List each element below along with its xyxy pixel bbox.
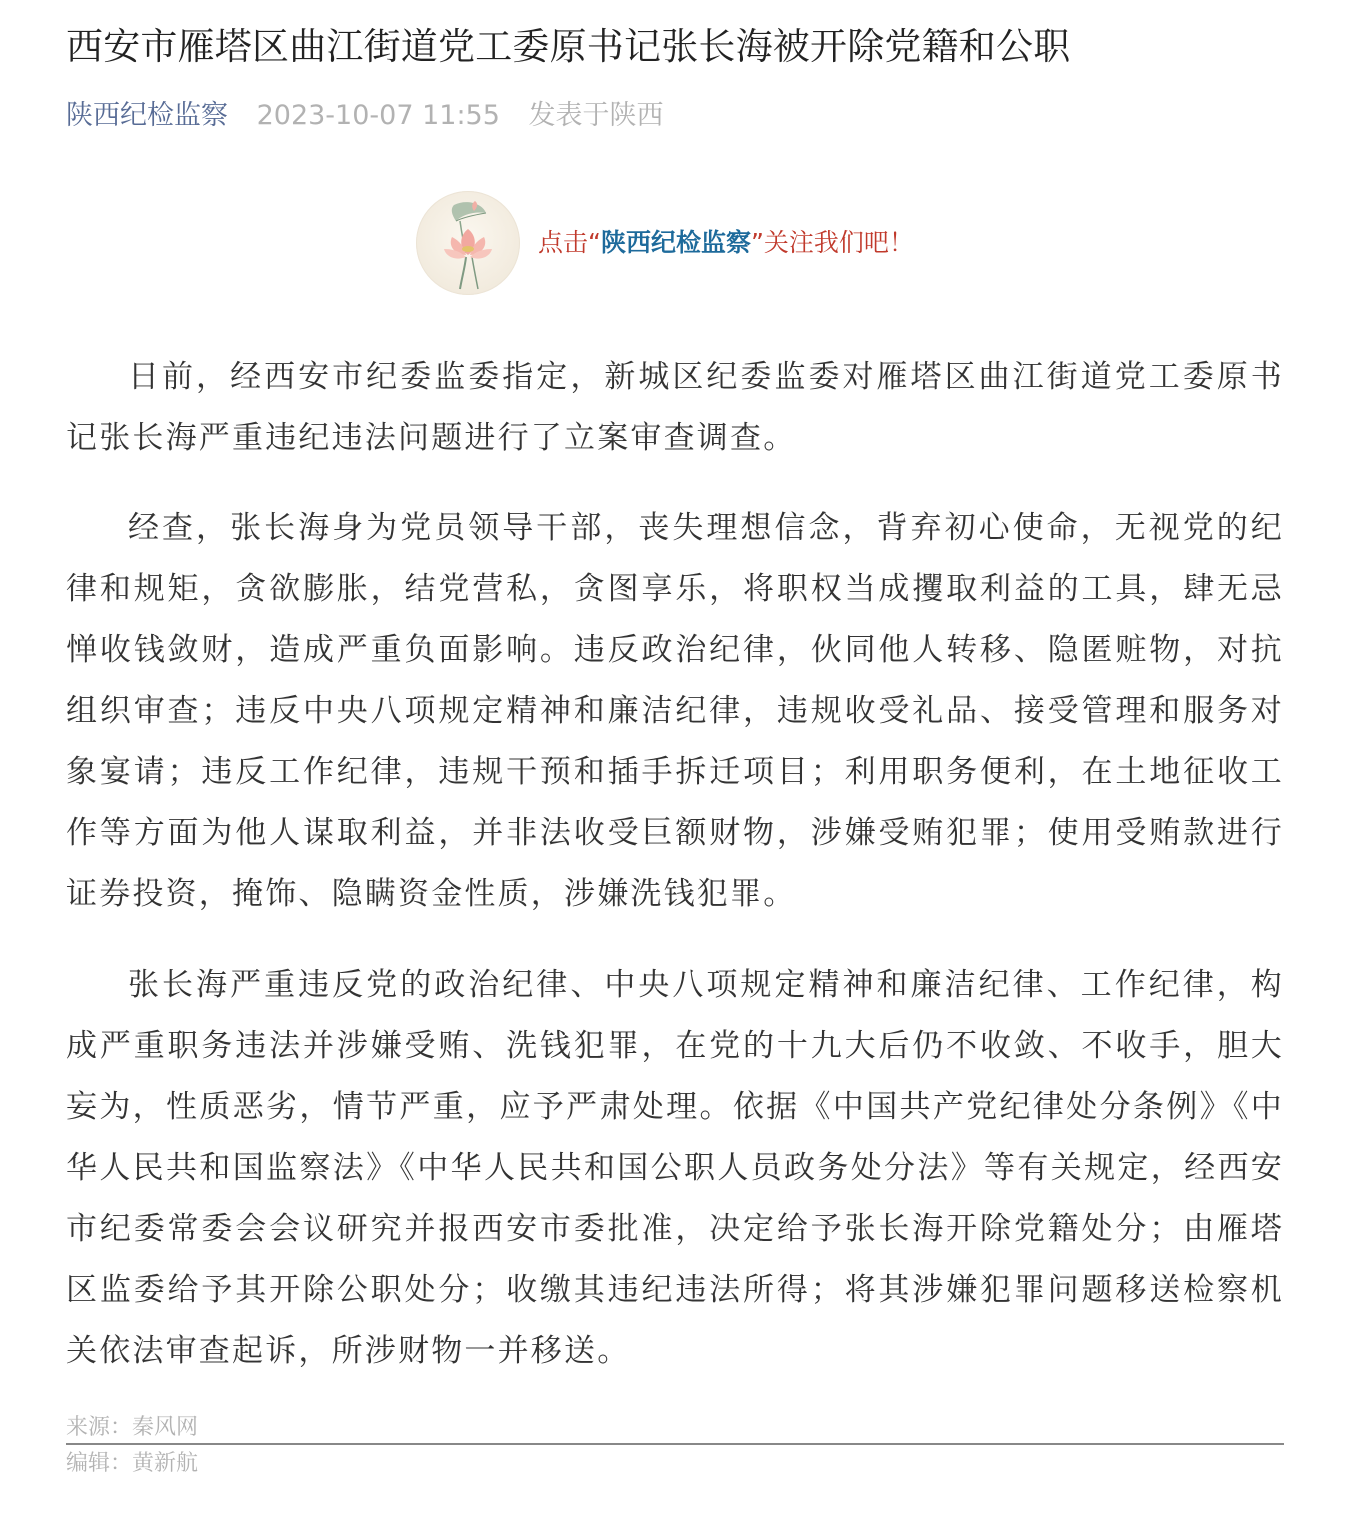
source-credit: 来源：秦风网 xyxy=(66,1415,199,1440)
article-paragraph: 日前，经西安市纪委监委指定，新城区纪委监委对雁塔区曲江街道党工委原书记张长海严重违纪违法问题进行了立案审查调查。 xyxy=(66,359,1284,456)
account-name-link[interactable]: 陕西纪检监察 xyxy=(66,100,228,131)
lotus-icon[interactable] xyxy=(416,191,520,295)
publish-location: 发表于陕西 xyxy=(528,100,664,131)
editor-credit: 编辑：黄新航 xyxy=(66,1451,199,1476)
footer-divider xyxy=(66,1443,1284,1445)
follow-account-name[interactable]: 陕西纪检监察 xyxy=(600,228,751,257)
follow-suffix: ”关注我们吧！ xyxy=(750,228,914,257)
follow-banner[interactable] xyxy=(416,190,914,296)
article-title: 西安市雁塔区曲江街道党工委原书记张长海被开除党籍和公职 xyxy=(66,25,1071,68)
article-paragraph: 张长海严重违反党的政治纪律、中央八项规定精神和廉洁纪律、工作纪律，构成严重职务违法并涉嫌受贿、洗钱犯罪，在党的十九大后仍不收敛、不收手，胆大妄为，性质恶劣，情节严重，应予严肃处理。依据《中国共产党纪律处分条例》《中华人民共和国监察法》《中华人民共和国公职人员政务处分法》等有关规定，经西安市纪委常委会会议研究并报西安市委批准，决定给予张长海开除党籍处分；由雁塔区监委给予其开除公职处分；收缴其违纪违法所得；将其涉嫌犯罪问题移送检察机关依法审查起诉，所涉财物一并移送。 xyxy=(66,967,1284,1369)
article-meta xyxy=(66,96,664,136)
publish-datetime: 2023-10-07 11:55 xyxy=(256,100,500,131)
follow-text[interactable] xyxy=(538,226,914,260)
lotus-illustration xyxy=(416,191,520,295)
follow-prefix: 点击“ xyxy=(538,228,601,257)
article-paragraph: 经查，张长海身为党员领导干部，丧失理想信念，背弃初心使命，无视党的纪律和规矩，贪欲膨胀，结党营私，贪图享乐，将职权当成攫取利益的工具，肆无忌惮收钱敛财，造成严重负面影响。违反政治纪律，伙同他人转移、隐匿赃物，对抗组织审查；违反中央八项规定精神和廉洁纪律，违规收受礼品、接受管理和服务对象宴请；违反工作纪律，违规干预和插手拆迁项目；利用职务便利，在土地征收工作等方面为他人谋取利益，并非法收受巨额财物，涉嫌受贿犯罪；使用受贿款进行证券投资，掩饰、隐瞒资金性质，涉嫌洗钱犯罪。 xyxy=(66,510,1284,912)
